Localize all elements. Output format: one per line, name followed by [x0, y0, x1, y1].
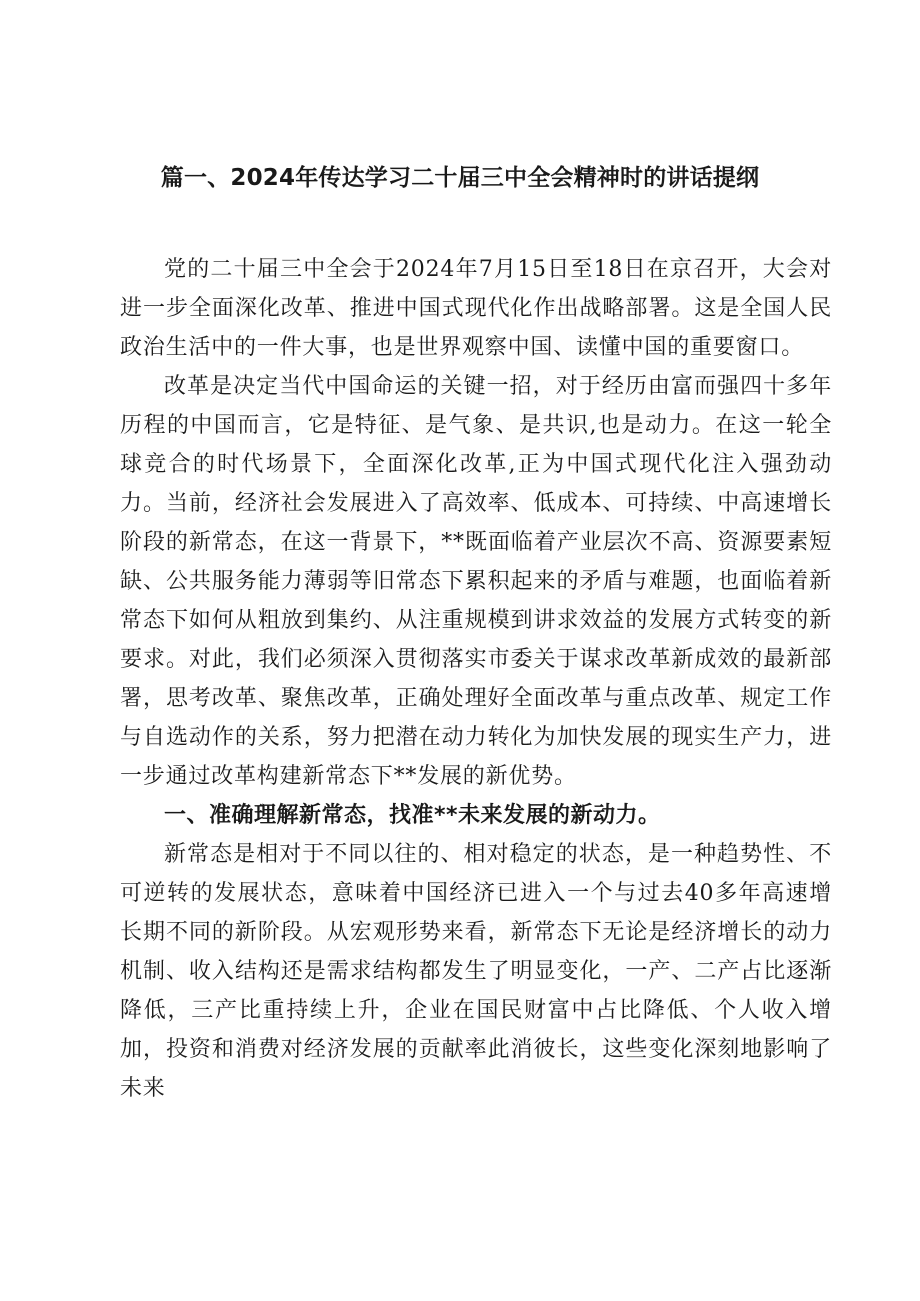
- paragraph-intro: 党的二十届三中全会于2024年7月15日至18日在京召开，大会对进一步全面深化改革、推进中国式现代化作出战略部署。这是全国人民政治生活中的一件大事，也是世界观察中国、读懂中国的重要窗口。: [120, 257, 832, 360]
- section-heading-1: 一、准确理解新常态，找准**未来发展的新动力。: [164, 803, 661, 828]
- document-title: 篇一、2024年传达学习二十届三中全会精神时的讲话提纲: [160, 165, 760, 191]
- document-body: [120, 250, 832, 1108]
- paragraph-reform: 改革是决定当代中国命运的关键一招，对于经历由富而强四十多年历程的中国而言，它是特征、是气象、是共识,也是动力。在这一轮全球竞合的时代场景下，全面深化改革,正为中国式现代化注入强劲动力。当前，经济社会发展进入了高效率、低成本、可持续、中高速增长阶段的新常态，在这一背景下，**既面临着产业层次不高、资源要素短缺、公共服务能力薄弱等旧常态下累积起来的矛盾与难题，也面临着新常态下如何从粗放到集约、从注重规模到讲求效益的发展方式转变的新要求。对此，我们必须深入贯彻落实市委关于谋求改革新成效的最新部署，思考改革、聚焦改革，正确处理好全面改革与重点改革、规定工作与自选动作的关系，努力把潜在动力转化为加快发展的现实生产力，进一步通过改革构建新常态下**发展的新优势。: [120, 374, 832, 789]
- paragraph-new-normal: 新常态是相对于不同以往的、相对稳定的状态，是一种趋势性、不可逆转的发展状态，意味着中国经济已进入一个与过去40多年高速增长期不同的新阶段。从宏观形势来看，新常态下无论是经济增长的动力机制、收入结构还是需求结构都发生了明显变化，一产、二产占比逐渐降低，三产比重持续上升，企业在国民财富中占比降低、个人收入增加，投资和消费对经济发展的贡献率此消彼长，这些变化深刻地影响了未来: [120, 842, 832, 1101]
